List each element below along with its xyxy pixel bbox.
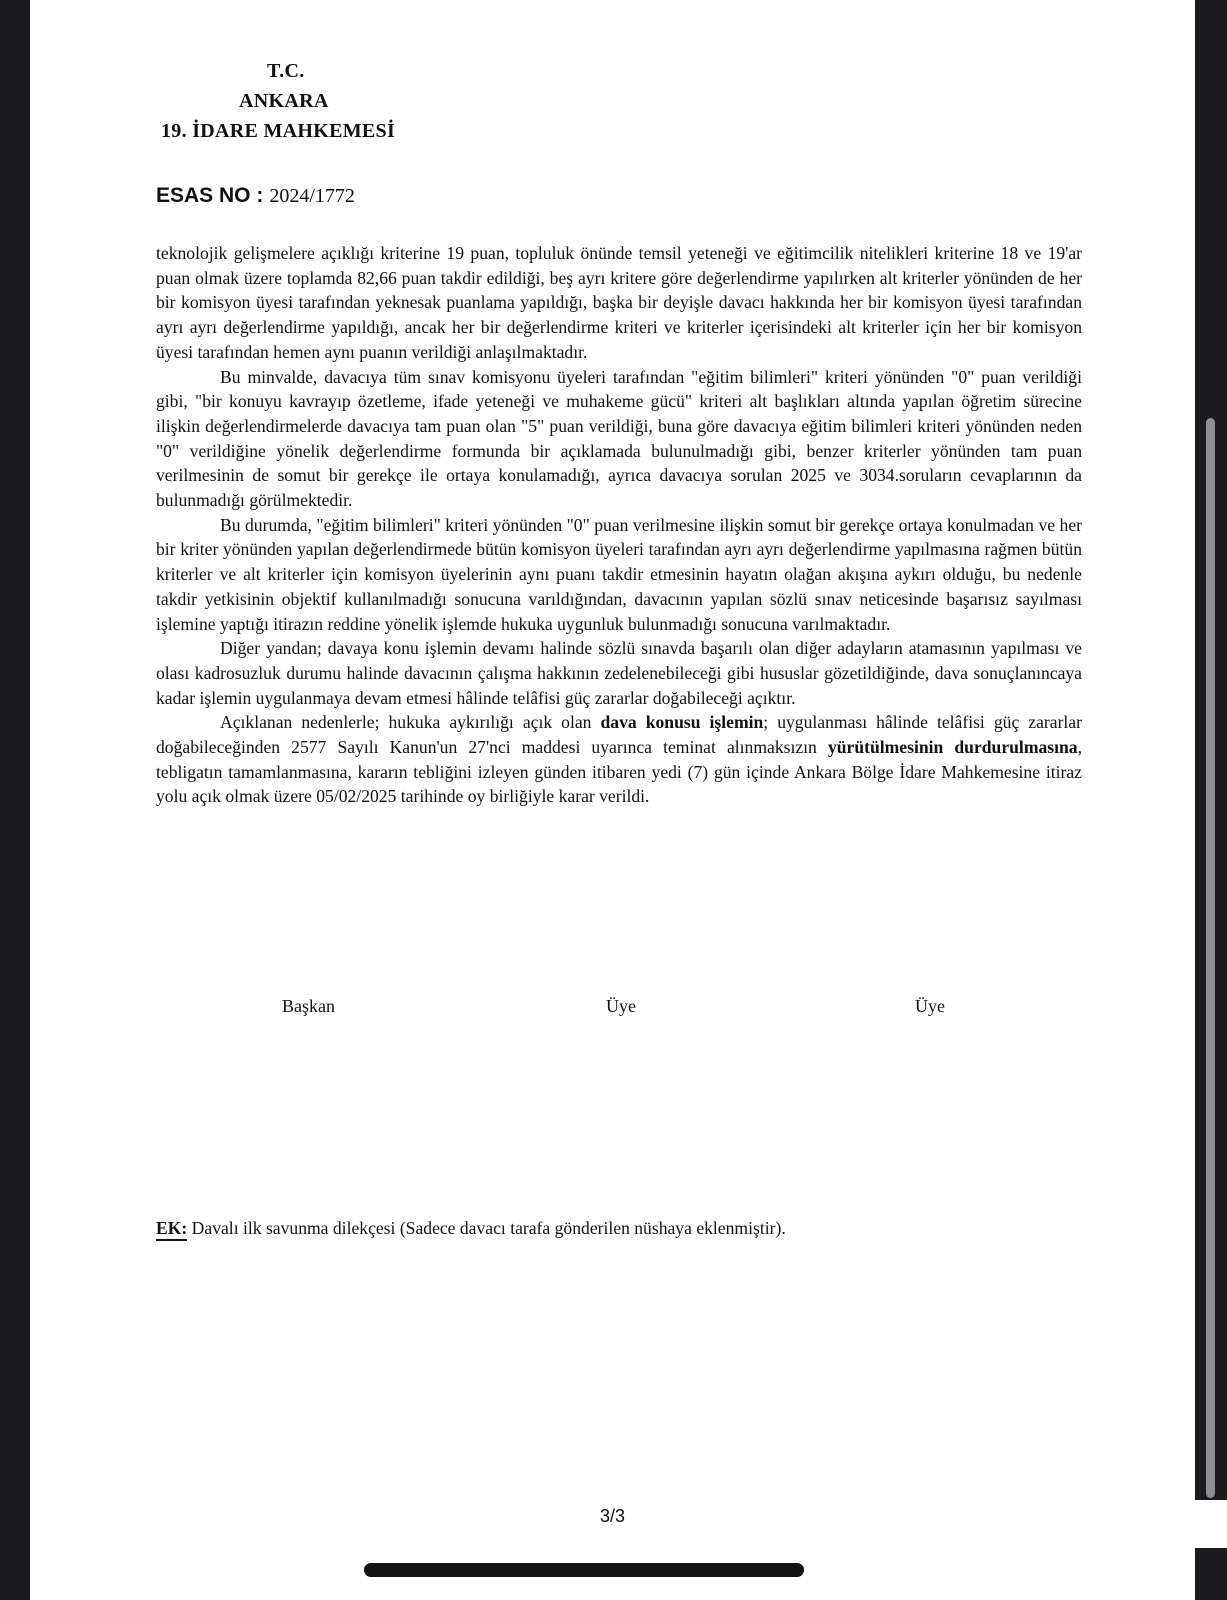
paragraph-3: Bu durumda, "eğitim bilimleri" kriteri yönünden "0" puan verilmesine ilişkin somut bir gerekçe ortaya konulmadan ve her bir kriter yönünden yapılan değerlendirmede bütün komisyon üyeleri tarafından ayrı ayrı değerlendirme yapılmasına rağmen bütün kriterler ve alt kriterler için komisyon üyelerinin aynı puanı takdir etmesinin hayatın olağan akışına aykırı olduğu, bu nedenle takdir yetkisinin objektif kullanılmadığı sonucuna varıldığından, davacının yapılan sözlü sınav neticesinde başarısız sayılması işlemine yaptığı itirazın reddine yönelik işlemde hukuka uygunluk bulunmadığı sonucuna varılmaktadır. — [156, 514, 1082, 634]
paragraph-5 — [156, 710, 1082, 809]
header-court-name: 19. İDARE MAHKEMESİ — [161, 120, 396, 142]
signature-member-1: Üye — [606, 996, 636, 1016]
viewer-right-edge-gap — [1195, 1500, 1227, 1548]
header-tc: T.C. — [267, 60, 305, 82]
case-number-label: ESAS NO : — [156, 184, 264, 207]
attachment-note — [156, 1218, 786, 1239]
attachment-text: Davalı ilk savunma dilekçesi (Sadece davacı tarafa gönderilen nüshaya eklenmiştir). — [187, 1218, 786, 1238]
paragraph-5-part-e: , tebligatın tamamlanmasına, kararın tebliğini izleyen günden itibaren yedi (7) gün içinde Ankara Bölge İdare Mahkemesine itiraz yolu açık olmak üzere 05/02/2025 tarihinde oy birliğiyle karar verildi. — [156, 737, 1082, 807]
decision-body — [156, 241, 1082, 809]
document-page — [30, 0, 1195, 1600]
vertical-scrollbar[interactable] — [1206, 418, 1215, 1498]
signature-member-2: Üye — [915, 996, 945, 1016]
paragraph-2: Bu minvalde, davacıya tüm sınav komisyonu üyeleri tarafından "eğitim bilimleri" kriteri yönünden "0" puan verildiği gibi, "bir konuyu kavrayıp özetleme, ifade yeteneği ve muhakeme gücü" kriteri alt başlıkları altında yapılan öğretim sürecine ilişkin değerlendirmelerde davacıya tam puan olan "5" puan verildiği, buna göre davacıya eğitim bilimleri kriteri yönünden neden "0" verildiğine yönelik değerlendirme formunda bir açıklamada bulunulmadığı gibi, benzer kriterler yönünden tam puan verilmesinin de somut bir gerekçe ile ortaya konulamadığı, ayrıca davacıya sorulan 2025 ve 3034.soruların cevaplarının da bulunmadığı görülmektedir. — [156, 366, 1082, 511]
case-number-value: 2024/1772 — [269, 185, 355, 207]
header-city: ANKARA — [239, 90, 329, 112]
viewer-left-edge — [0, 0, 30, 1600]
paragraph-1: teknolojik gelişmelere açıklığı kriterine 19 puan, topluluk önünde temsil yeteneği ve eğitimcilik nitelikleri kriterine 18 ve 19'ar puan olmak üzere toplamda 82,66 puan takdir edildiği, beş ayrı kritere göre değerlendirme yapılırken alt kriterler yönünden de her bir komisyon üyesi tarafından yeknesak puanlama yapıldığı, başka bir deyişle davacı hakkında her bir komisyon üyesi tarafından ayrı ayrı değerlendirme yapıldığı, ancak her bir değerlendirme kriteri ve kriterler içerisindeki alt kriterler için her bir komisyon üyesi tarafından hemen aynı puanın verildiği anlaşılmaktadır. — [156, 243, 1082, 362]
paragraph-5-bold-ruling: yürütülmesinin durdurulmasına — [827, 737, 1078, 758]
signature-president: Başkan — [282, 996, 335, 1016]
paragraph-5-part-a: Açıklanan nedenlerle; hukuka aykırılığı açık olan — [220, 712, 601, 733]
paragraph-5-part-c: ; uygulanması hâlinde telâfisi güç zararlar doğabileceğinden 2577 Sayılı Kanun'un 27'nci maddesi uyarınca teminat alınmaksızın — [156, 712, 1082, 758]
paragraph-4: Diğer yandan; davaya konu işlemin devamı halinde sözlü sınavda başarılı olan diğer adayların atamasının yapılması ve olası kadrosuzluk durumu halinde davacının çalışma hakkının zedelenebileceği gibi hususlar gözetildiğinde, dava sonuçlanıncaya kadar işlemin uygulanmaya devam etmesi hâlinde telâfisi güç zararlar doğabileceği açıktır. — [156, 638, 1082, 708]
page-number: 3/3 — [599, 1506, 626, 1526]
attachment-label: EK: — [156, 1218, 187, 1241]
home-indicator[interactable] — [364, 1563, 804, 1577]
paragraph-5-bold-subject: dava konusu işlemin — [600, 712, 764, 733]
case-number — [156, 184, 355, 208]
